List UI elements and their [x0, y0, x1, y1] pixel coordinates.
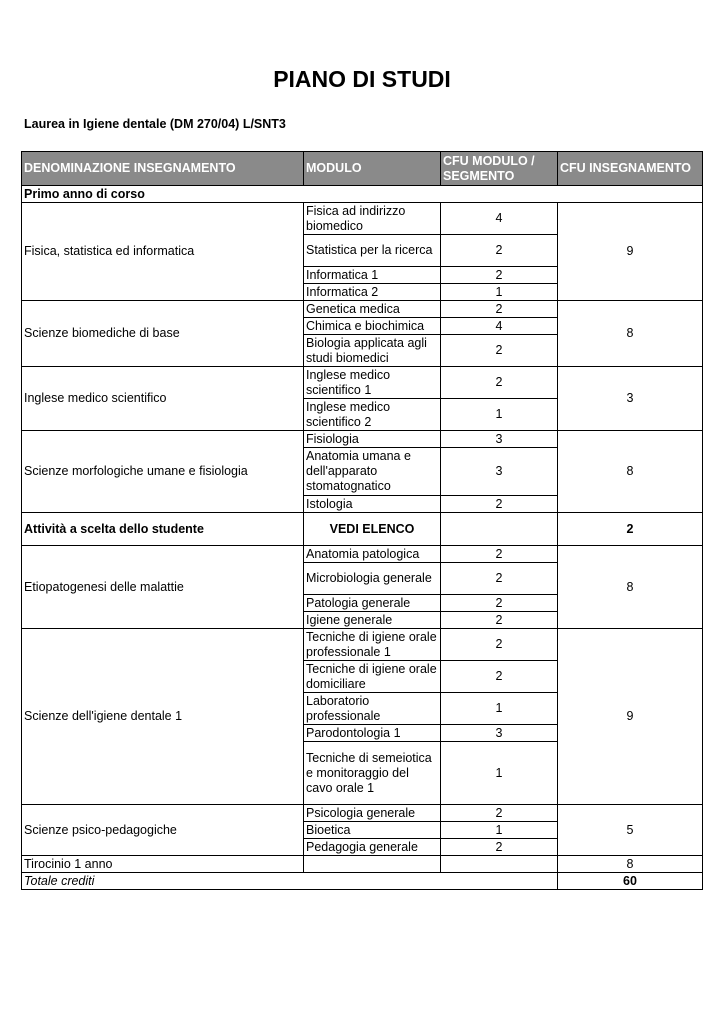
course-name: Etiopatogenesi delle malattie	[22, 546, 304, 629]
course-cfu: 5	[558, 805, 703, 856]
module-cfu: 3	[441, 725, 558, 742]
course-name: Inglese medico scientifico	[22, 367, 304, 431]
module-name: Anatomia patologica	[304, 546, 441, 563]
tirocinio-module-cfu	[441, 856, 558, 873]
elective-name: Attività a scelta dello studente	[22, 513, 304, 546]
table-row	[22, 873, 703, 890]
module-name: Bioetica	[304, 822, 441, 839]
tirocinio-cfu: 8	[558, 856, 703, 873]
module-name: Istologia	[304, 496, 441, 513]
table-row	[22, 856, 703, 873]
module-cfu: 4	[441, 318, 558, 335]
module-name: Informatica 2	[304, 284, 441, 301]
module-cfu: 2	[441, 301, 558, 318]
table-row	[22, 431, 703, 448]
module-name: Psicologia generale	[304, 805, 441, 822]
module-name: Patologia generale	[304, 595, 441, 612]
module-cfu: 2	[441, 367, 558, 399]
table-row	[22, 203, 703, 235]
course-cfu: 8	[558, 301, 703, 367]
module-name: Laboratorio professionale	[304, 693, 441, 725]
module-name: Parodontologia 1	[304, 725, 441, 742]
table-row	[22, 629, 703, 661]
module-cfu: 2	[441, 267, 558, 284]
module-cfu: 4	[441, 203, 558, 235]
module-cfu: 2	[441, 335, 558, 367]
module-name: Anatomia umana e dell'apparato stomatognatico	[304, 448, 441, 496]
course-cfu: 9	[558, 203, 703, 301]
module-cfu: 2	[441, 661, 558, 693]
module-cfu: 2	[441, 612, 558, 629]
module-cfu: 1	[441, 399, 558, 431]
module-name: Statistica per la ricerca	[304, 235, 441, 267]
module-name: Inglese medico scientifico 2	[304, 399, 441, 431]
table-row	[22, 805, 703, 822]
module-name: Tecniche di igiene orale professionale 1	[304, 629, 441, 661]
page-title: PIANO DI STUDI	[273, 66, 451, 92]
table-row	[22, 513, 703, 546]
module-cfu: 1	[441, 284, 558, 301]
total-cfu: 60	[558, 873, 703, 890]
module-cfu: 2	[441, 546, 558, 563]
module-cfu: 2	[441, 496, 558, 513]
table-row	[22, 367, 703, 399]
course-name: Scienze psico-pedagogiche	[22, 805, 304, 856]
course-cfu: 8	[558, 546, 703, 629]
course-cfu: 8	[558, 431, 703, 513]
module-name: Biologia applicata agli studi biomedici	[304, 335, 441, 367]
module-cfu: 2	[441, 839, 558, 856]
module-name: Genetica medica	[304, 301, 441, 318]
study-plan-table	[21, 151, 703, 890]
section-label: Primo anno di corso	[22, 186, 703, 203]
header-insegnamento: DENOMINAZIONE INSEGNAMENTO	[22, 152, 304, 186]
total-label: Totale crediti	[22, 873, 558, 890]
course-cfu: 9	[558, 629, 703, 805]
module-name: Pedagogia generale	[304, 839, 441, 856]
table-row	[22, 301, 703, 318]
module-name: Igiene generale	[304, 612, 441, 629]
module-cfu: 2	[441, 563, 558, 595]
module-name: Informatica 1	[304, 267, 441, 284]
degree-subtitle: Laurea in Igiene dentale (DM 270/04) L/SNT3	[24, 117, 286, 131]
header-modulo: MODULO	[304, 152, 441, 186]
module-name: Microbiologia generale	[304, 563, 441, 595]
module-name: Tecniche di semeiotica e monitoraggio del cavo orale 1	[304, 742, 441, 805]
module-cfu: 2	[441, 805, 558, 822]
course-name: Fisica, statistica ed informatica	[22, 203, 304, 301]
course-name: Scienze dell'igiene dentale 1	[22, 629, 304, 805]
tirocinio-name: Tirocinio 1 anno	[22, 856, 304, 873]
header-cfu-insegnamento: CFU INSEGNAMENTO	[558, 152, 703, 186]
module-cfu: 1	[441, 693, 558, 725]
module-name: Fisiologia	[304, 431, 441, 448]
course-name: Scienze morfologiche umane e fisiologia	[22, 431, 304, 513]
module-cfu: 1	[441, 742, 558, 805]
module-name: Tecniche di igiene orale domiciliare	[304, 661, 441, 693]
elective-module-cfu	[441, 513, 558, 546]
elective-cfu: 2	[558, 513, 703, 546]
module-name: Chimica e biochimica	[304, 318, 441, 335]
course-name: Scienze biomediche di base	[22, 301, 304, 367]
elective-module: VEDI ELENCO	[304, 513, 441, 546]
table-row	[22, 546, 703, 563]
module-cfu: 3	[441, 431, 558, 448]
tirocinio-module	[304, 856, 441, 873]
module-cfu: 1	[441, 822, 558, 839]
module-cfu: 2	[441, 629, 558, 661]
module-cfu: 2	[441, 595, 558, 612]
module-cfu: 3	[441, 448, 558, 496]
header-cfu-modulo: CFU MODULO / SEGMENTO	[441, 152, 558, 186]
module-name: Inglese medico scientifico 1	[304, 367, 441, 399]
course-cfu: 3	[558, 367, 703, 431]
module-name: Fisica ad indirizzo biomedico	[304, 203, 441, 235]
module-cfu: 2	[441, 235, 558, 267]
